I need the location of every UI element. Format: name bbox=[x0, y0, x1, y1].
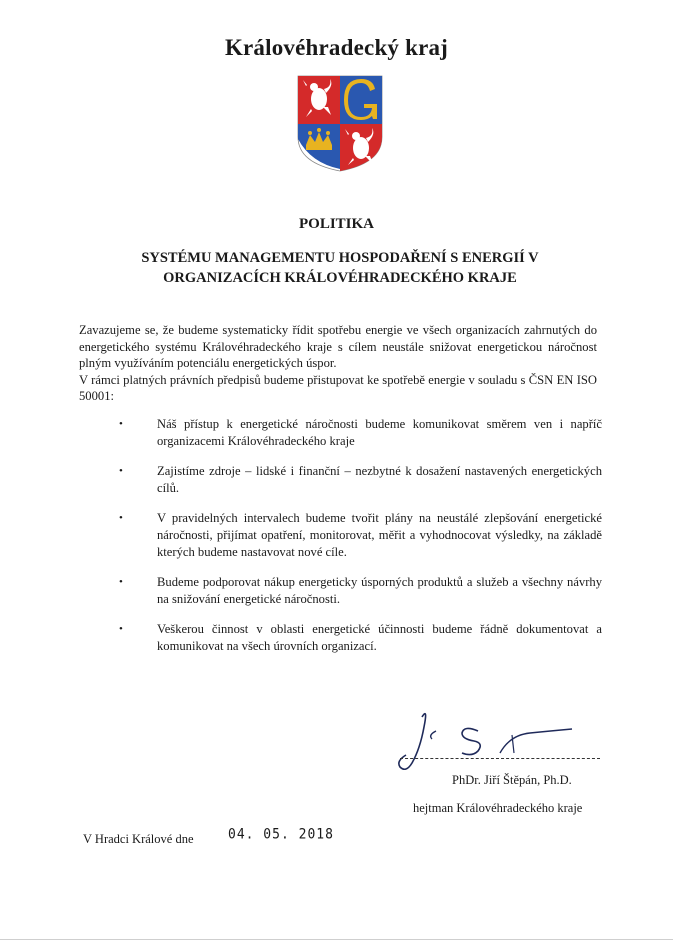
list-item bbox=[117, 621, 602, 655]
list-item bbox=[117, 574, 602, 608]
list-item bbox=[117, 463, 602, 497]
signer-role: hejtman Královéhradeckého kraje bbox=[413, 801, 583, 815]
bullet-icon: • bbox=[119, 576, 123, 588]
signature-line bbox=[400, 758, 600, 759]
signer-name: PhDr. Jiří Štěpán, Ph.D. bbox=[452, 773, 572, 787]
list-item-text: Veškerou činnost v oblasti energetické účinnosti budeme řádně dokumentovat a komunikovat na všech úrovních organizací. bbox=[157, 622, 602, 653]
handwritten-signature bbox=[390, 705, 590, 780]
coat-of-arms-icon bbox=[297, 75, 383, 172]
list-item bbox=[117, 510, 602, 561]
intro-text bbox=[79, 322, 597, 405]
commitment-list bbox=[117, 416, 602, 668]
list-item-text: Náš přístup k energetické náročnosti budeme komunikovat směrem ven i napříč organizacemi Královéhradeckého kraje bbox=[157, 417, 602, 448]
intro-paragraph-2: V rámci platných právních předpisů budeme přistupovat ke spotřebě energie v souladu s ČSN EN ISO 50001: bbox=[79, 372, 597, 403]
place-label: V Hradci Králové dne bbox=[83, 832, 194, 846]
bullet-icon: • bbox=[119, 465, 123, 477]
policy-subtitle-line-2: ORGANIZACÍCH KRÁLOVÉHRADECKÉHO KRAJE bbox=[163, 270, 517, 286]
bullet-icon: • bbox=[119, 512, 123, 524]
policy-title: POLITIKA bbox=[298, 216, 374, 232]
policy-subtitle-line-1: SYSTÉMU MANAGEMENTU HOSPODAŘENÍ S ENERGIÍ V bbox=[141, 250, 539, 266]
bullet-icon: • bbox=[119, 418, 123, 430]
intro-paragraph-1: Zavazujeme se, že budeme systematicky řídit spotřebu energie ve všech organizacích zahrnutých do energetického systému Královéhradeckého kraje s cílem neustále snižovat energetickou náročnost plným využíváním potenciálu energetických úspor. bbox=[79, 323, 597, 370]
page-title: Královéhradecký kraj bbox=[224, 35, 449, 60]
list-item-text: V pravidelných intervalech budeme tvořit plány na neustálé zlepšování energetické náročnosti, přijímat opatření, monitorovat, měřit a vyhodnocovat výsledky, na základě kterých budeme nastavovat nové cíle. bbox=[157, 511, 602, 559]
policy-subtitle bbox=[90, 248, 590, 288]
page-bottom-divider bbox=[0, 939, 673, 940]
bullet-icon: • bbox=[119, 623, 123, 635]
list-item bbox=[117, 416, 602, 450]
list-item-text: Budeme podporovat nákup energeticky úsporných produktů a služeb a všechny návrhy na snižování energetické náročnosti. bbox=[157, 575, 602, 606]
list-item-text: Zajistíme zdroje – lidské i finanční – nezbytné k dosažení nastavených energetických cílů. bbox=[157, 464, 602, 495]
date-stamp: 04. 05. 2018 bbox=[228, 826, 334, 843]
